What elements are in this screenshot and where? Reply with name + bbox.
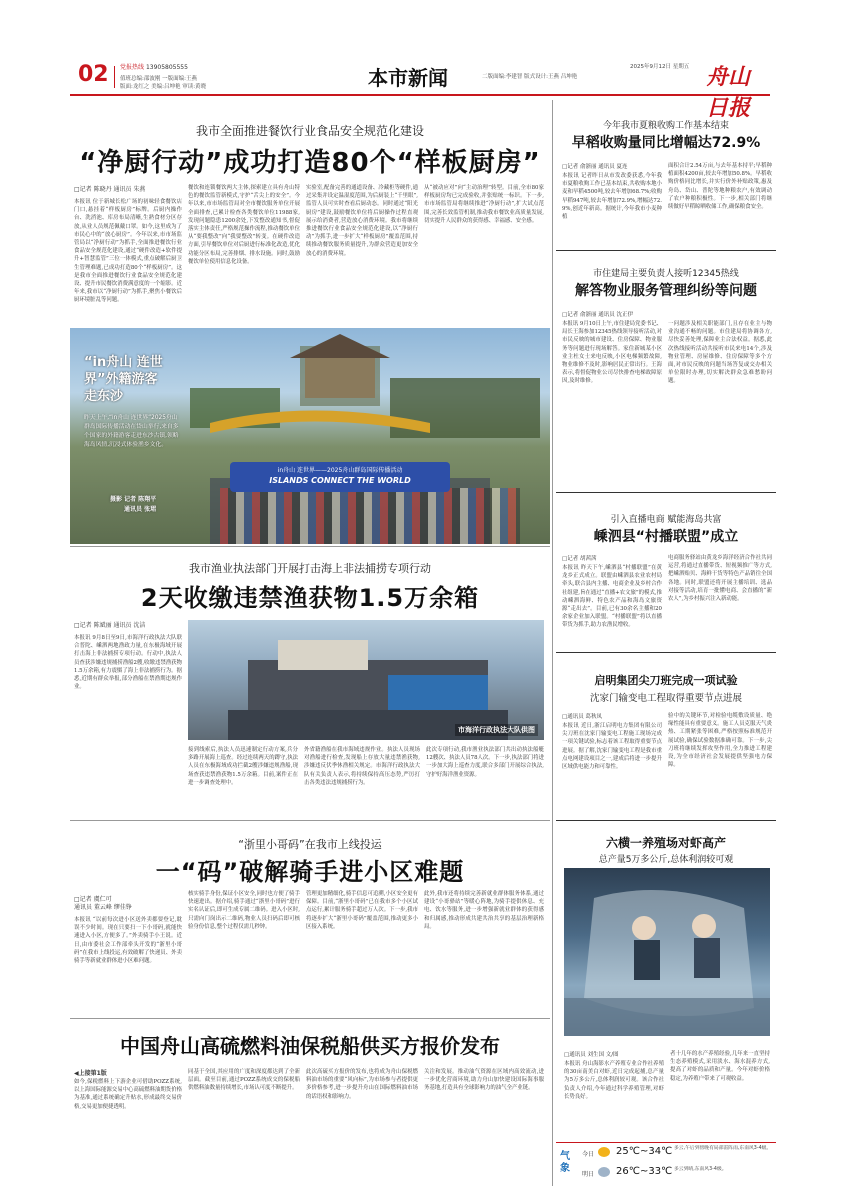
hotline-label: 党报热线 bbox=[120, 64, 145, 71]
weather-tomorrow-temp: 26℃~33℃ bbox=[616, 1166, 673, 1177]
article-kicker: “浙里小哥码”在我市上线投运 bbox=[238, 838, 382, 851]
photo-caption: 市海洋行政执法大队供图 bbox=[455, 724, 538, 736]
photo-dongsha bbox=[70, 328, 550, 544]
banner-top-text: in舟山 连世界——2025舟山群岛国际传播活动 bbox=[277, 467, 403, 474]
photo-shrimp bbox=[564, 868, 770, 1036]
photo-net-scene bbox=[564, 868, 770, 1036]
article-column: 本报讯 舟山海影水产养殖专业合作社养殖的30亩南美白对虾,近日完成起捕,总产量为5万多公斤,总体利润较可观。该合作社负责人介绍,今年通过科学养殖管理,对虾长势良好。 bbox=[564, 1061, 664, 1100]
banner bbox=[230, 462, 450, 492]
weather-today-temp: 25℃~34℃ bbox=[616, 1146, 673, 1157]
article-column: 本报讯 “以前每次进小区送外卖都要登记,耽误不少时间。现在只要扫一下小哥码,就能快速进入小区,方便多了。”外卖骑手小王说。近日,由市委社会工作部牵头开发的“浙里小哥码”在我市上线投运,有效破解了快递员、外卖骑手等新就业群体进小区难问题。 bbox=[74, 917, 182, 965]
photo-overlay bbox=[70, 344, 188, 544]
article-column: 本报讯 位于新城长松广场的初味轻食餐饮店门口,悬挂着“样板厨房”标牌。后厨内操作台、洗消池、库房布局清晰,生熟食材分区存放,从业人员规范佩戴口罩。如今,这里成为了市民心中的“放心厨房”。今年以来,市市场监管局以“净厨行动”为抓手,全面推进餐饮行业食品安全规范化建设,通过“硬件改造+软件提升+智慧监管”三位一体模式,重点破解后厨卫生管理难题,已成功打造80个“样板厨房”。这是我市全面推进餐饮行业食品安全规范化建设、提升市民餐饮消费满意度的一个缩影。近年来,我市以“净厨行动”为抓手,聚焦小餐饮后厨环境脏乱等问题。 bbox=[74, 199, 182, 304]
article-kicker: 今年我市夏粮收购工作基本结束 bbox=[602, 121, 729, 131]
article-fuel-oil bbox=[70, 1020, 550, 1140]
article-headline: 一“码”破解骑手进小区难题 bbox=[155, 858, 465, 886]
article-byline: □通讯员 刘生国 文/图 bbox=[564, 1052, 619, 1058]
weather-label: 气象 bbox=[560, 1151, 570, 1174]
article-column: 餐饮和连锁餐饮两大主体,探索建立具有舟山特色的餐饮监管新模式,守护“舌尖上的安全”。今年以来,市市场监管局对全市餐饮服务单位开展全面排查,已累计检查各类餐饮单位11988家,发现问题隐患1200余处,下发整改通知书,督促落实主体责任,严格规范操作流程,推动餐饮单位从“要我整改”向“我要整改”转变。在硬件改造方面,引导餐饮单位对后厨进行标准化改造,优化功能分区布局,完善排烟、排水设施。同时,鼓励餐饮单位使用信息化设备。 bbox=[188, 185, 300, 265]
article-shrimp bbox=[556, 822, 776, 1140]
weather-today-desc: 多云,午后到傍晚有局部雷阵雨,东南风3-4级。 bbox=[674, 1146, 772, 1151]
article-kicker: 我市全面推进餐饮行业食品安全规范化建设 bbox=[195, 124, 424, 138]
article-byline: □记者 虞仁可 bbox=[74, 896, 112, 903]
article-column: 本报讯 9月10日上午,市住建局党委书记、局长王海参加12345热线领导接听活动,对市民反映的城市建设、住房保障、物业服务等问题进行现场解答。家住新城某小区业主杜女士来电反映,小区电梯频繁故障,物业维修不及时,影响居民正常出行。王海表示,将督促物业公司尽快排查电梯故障原因,及时维修。 bbox=[562, 321, 662, 385]
banner-text: ISLANDS CONNECT THE WORLD bbox=[269, 476, 411, 485]
hotline-number: 13905805555 bbox=[145, 64, 188, 71]
article-headline: 总产量5万多公斤,总体利润较可观 bbox=[598, 855, 734, 865]
article-byline: □记者 俞浙丽 通讯员 夏连 bbox=[562, 164, 628, 170]
weather-box bbox=[556, 1142, 776, 1186]
article-column: 核实骑手身份,保证小区安全,同时也方便了骑手快速进出。据介绍,骑手通过“浙里小哥码”进行实名认证后,即可生成专属二维码。进入小区时,只需向门岗出示二维码,物业人员扫码后即可核验身份信息,整个过程仅需几秒钟。 bbox=[188, 891, 300, 930]
editor-line-2: 版面:龙红之 美编:吕坤艳 审读:黄晓 bbox=[120, 84, 207, 90]
article-byline: □记者 陈斌丽 通讯员 沈洁 bbox=[74, 622, 146, 629]
article-rider-code bbox=[70, 822, 550, 1018]
article-column: 同基于全国,其应用的广度和深度都达到了全新层面。截至目前,通过POZZ系统成交的保税船供燃料油数量持续增长,市场认可度不断提升。 bbox=[188, 1069, 300, 1092]
article-hotline bbox=[556, 254, 776, 489]
article-column: 如今,保税燃料上下游企业可借助POZZ系统,以上海国际能源交易中心高硫燃料油期货价格为基准,通过系统确定升贴水,形成最终交易价格,交易更加便捷透明。 bbox=[74, 1079, 182, 1110]
article-kicker: 六横一养殖场对虾高产 bbox=[605, 836, 726, 850]
article-column: 面积合计2.54万亩,与去年基本持平;早稻种植面积4200亩,较去年增加50.8%。早稻收购价格同比增长,并实行价外补贴政策,惠及舟岛、岱山、普陀等地种粮农户,有效调动了农户种粮积极性。下一步,相关部门将继续做好早稻晾晒收储工作,确保粮食安全。 bbox=[668, 163, 772, 211]
cloud-icon bbox=[598, 1167, 610, 1177]
article-power bbox=[556, 656, 776, 818]
article-byline: □记者 俞浙丽 通讯员 沈正伊 bbox=[562, 312, 633, 318]
article-column: 本报讯 昨天下午,嵊泗县“村播联盟”在黄龙乡正式成立。联盟由嵊泗县农业农村局牵头,联合县内主播、电商企业及乡村合作社组建,旨在通过“直播+农文旅”的模式,推动嵊泗海鲜、特色农产品和海岛文旅资源“走出去”。目前,已有30余名主播和20余家企业加入联盟。“村播联盟”将以直播带货为抓手,助力农渔民增收。 bbox=[562, 565, 662, 629]
weather-tomorrow-label: 明日 bbox=[582, 1171, 595, 1178]
article-column: 此次专项行动,我市渔业执法部门共出动执法船艇12艘次、执法人员78人次。下一步,执法部门将进一步加大海上巡查力度,联合多部门开展综合执法,守护好海洋渔业资源。 bbox=[426, 747, 544, 778]
article-byline: □记者 陈晓丹 通讯员 朱燕 bbox=[74, 186, 146, 193]
article-column: 外省籍渔船在我市海域违规作业。执法人员现场对渔船进行检查,发现船上存放大量违禁渔获物,涉嫌违反伏季休渔相关规定。市海洋行政执法大队有关负责人表示,将持续保持高压态势,严厉打击各类违法违规捕捞行为。 bbox=[304, 747, 420, 786]
article-column: 管理更加精细化,骑手信息可追溯,小区安全更有保障。目前,“浙里小哥码”已在我市多个小区试点运行,累计服务骑手超过万人次。下一步,我市将逐步扩大“浙里小哥码”覆盖范围,推动更多小区接入系统。 bbox=[306, 891, 418, 930]
article-byline-2: 通讯员 董云峰 缪佳铮 bbox=[74, 904, 132, 911]
article-headline: 早稻收购量同比增幅达72.9% bbox=[571, 135, 761, 151]
article-livestream bbox=[556, 498, 776, 648]
section-title: 本市新闻 bbox=[368, 66, 448, 90]
article-column: 电商服务驿站由黄龙乡海洋经济合作社共同运营,将通过直播带货、短视频推广等方式,把嵊泗贻贝、海鲜干货等特色产品销往全国各地。同时,联盟还将开展主播培训、选品对接等活动,培育一批懂电商、会直播的“新农人”,为乡村振兴注入新动能。 bbox=[668, 555, 772, 603]
article-headline: 嵊泗县“村播联盟”成立 bbox=[593, 529, 739, 545]
article-kicker: 启明集团尖刀班完成一项试验 bbox=[594, 674, 738, 687]
article-column: 一问题涉及相关职能部门,且存在业主与物业沟通不畅的问题。市住建局将协调各方,尽快妥善处理,保障业主合法权益。据悉,此次热线接听活动共接听市民来电14个,涉及物业管理、房屋维修、住房保障等多个方面,对市民反映的问题当场答复或交办相关单位限时办理,切实解决群众急难愁盼问题。 bbox=[668, 321, 772, 385]
issue-date: 2025年9月12日 星期五 bbox=[630, 64, 690, 70]
article-kicker: 市住建局主要负责人接听12345热线 bbox=[593, 269, 739, 279]
photo-text: 昨天上午,“in舟山 连世界”2025舟山群岛国际传播活动在岱山举行,来自多个国家的外籍游客走进东沙古镇,领略海岛风情,沉浸式体验渔乡文化。 bbox=[84, 415, 179, 448]
editor-line-1: 值班总编:邵波刚 一版面编:王燕 bbox=[120, 76, 197, 82]
article-kitchen bbox=[70, 112, 550, 328]
article-kicker: 我市渔业执法部门开展打击海上非法捕捞专项行动 bbox=[189, 562, 431, 575]
article-kicker: 引入直播电商 赋能海岛共富 bbox=[610, 515, 722, 525]
paper-name: 舟山日报 bbox=[706, 64, 751, 121]
article-headline: 2天收缴违禁渔获物1.5万余箱 bbox=[140, 584, 480, 612]
article-column: 从“被动应对”向“主动治理”转型。目前,全市80家样板厨房均已完成验收,并张贴统一标识。下一步,市市场监管局将继续推进“净厨行动”,扩大试点范围,完善长效监管机制,推动我市餐饮业高质量发展,切实提升人民群众的获得感、幸福感、安全感。 bbox=[424, 185, 544, 224]
article-column: 验中的关键环节,对检验电缆敷设质量、绝缘性能具有重要意义。施工人员克服天气炎热、工期紧张等困难,严格按照标准规范开展试验,确保试验数据准确可靠。下一步,尖刀班将继续发挥攻坚作用,全力推进工程建设,为全市经济社会发展提供坚强电力保障。 bbox=[668, 713, 772, 769]
sun-cloud-icon bbox=[598, 1147, 610, 1157]
article-column: 关注和发展。推动油气资源在区域内高效流动,进一步优化营商环境,助力舟山加快建设国际海事服务基地,打造具有全球影响力的油气全产业链。 bbox=[424, 1069, 544, 1092]
article-column: 此次高硫买方报价的发布,也将成为舟山保税燃料油市场的重要“风向标”,为市场参与者提供更多价格参考,进一步提升舟山在国际燃料油市场的话语权和影响力。 bbox=[306, 1069, 418, 1100]
article-byline: □通讯员 葛秋凤 bbox=[562, 714, 602, 720]
article-headline: 沈家门输变电工程取得重要节点进展 bbox=[589, 693, 742, 704]
photo-credit: 摄影 记者 陈翔平 bbox=[110, 496, 157, 503]
article-column: 接到线索后,执法人员迅速制定行动方案,兵分多路开展海上巡查。经过连续两天的蹲守,执法人员在东极海域成功拦截2艘涉嫌违规渔船,现场查获违禁渔获物1.5万余箱。目前,案件正在进一步调查处理中。 bbox=[188, 747, 298, 786]
article-column: 本报讯 9月8日至9日,市海洋行政执法大队联合普陀、嵊泗两地渔政力量,在东极海域开展打击海上非法捕捞专项行动。行动中,执法人员查获涉嫌违规捕捞渔船2艘,收缴违禁渔获物1.5万余箱,有力震慑了海上非法捕捞行为。据悉,近期有群众举报,部分渔船在禁渔期违规作业。 bbox=[74, 635, 182, 691]
article-column: 者十几年的水产养殖经验,几年来一直坚持生态养殖模式,采用淡水、海水混养方式,提高了对虾的品质和产量。今年对虾价格稳定,为养殖户带来了可观收益。 bbox=[670, 1051, 770, 1082]
article-headline: 中国舟山高硫燃料油保税船供买方报价发布 bbox=[120, 1034, 500, 1058]
weather-tomorrow-desc: 多云到晴,东南风3-4级。 bbox=[674, 1167, 727, 1172]
article-fishing bbox=[70, 548, 550, 818]
photo-fishing bbox=[188, 620, 544, 740]
article-column: 本报讯 记者昨日从市发改委获悉,今年我市夏粮收购工作已基本结束,共收购本地小麦和早稻4500吨,较去年增加68.7%;收购早稻947吨,较去年增加72.9%,增幅达72.9%,创近年新高。据统计,今年我市小麦种植 bbox=[562, 173, 662, 221]
weather-today-label: 今日 bbox=[582, 1151, 595, 1158]
group-people bbox=[220, 488, 520, 544]
article-headline: “净厨行动”成功打造80个“样板厨房” bbox=[79, 148, 541, 178]
photo-title: “in舟山 连世界”外籍游客走东沙 bbox=[84, 355, 163, 404]
jump-line: ◀上接第1版 bbox=[74, 1070, 107, 1077]
page-header bbox=[70, 58, 770, 121]
right-meta: 二版面编:李建智 版式设计:王燕 吕坤艳 bbox=[482, 74, 578, 80]
page-number: 02 bbox=[78, 62, 109, 87]
article-column: 实验室,配备完善的通道设备、冷藏柜等硬件,通过采集并设定温湿度范围,为后厨装上“千里眼”,监管人员可实时查看后厨动态。同时通过“阳光厨房”建设,鼓励餐饮单位将后厨操作过程直观展示给消费者,营造放心消费环境。我市将继续推进餐饮行业食品安全规范化建设,以“净厨行动”为抓手,进一步扩大“样板厨房”覆盖范围,持续推动餐饮服务质量提升,为群众营造更加安全放心的消费环境。 bbox=[306, 185, 418, 257]
article-grain bbox=[556, 112, 776, 247]
photo-credit-2: 通讯员 张珺 bbox=[124, 506, 157, 513]
article-column: 本报讯 近日,浙江启明电力集团有限公司尖刀班在沈家门输变电工程施工现场完成一项关键试验,标志着该工程取得重要节点进展。据了解,沈家门输变电工程是我市重点电网建设项目之一,建成后将进一步提升区域供电能力和可靠性。 bbox=[562, 723, 662, 771]
article-byline: □记者 胡茜茜 bbox=[562, 556, 597, 562]
photo-boat-scene bbox=[188, 620, 544, 740]
article-column: 此外,我市还将持续完善新就业群体服务体系,通过建设“小哥驿站”等暖心阵地,为骑手提供休息、充电、饮水等服务,进一步增强新就业群体的获得感和归属感,推动形成共建共治共享的基层治理新格局。 bbox=[424, 891, 544, 930]
article-headline: 解答物业服务管理纠纷等问题 bbox=[575, 283, 757, 299]
